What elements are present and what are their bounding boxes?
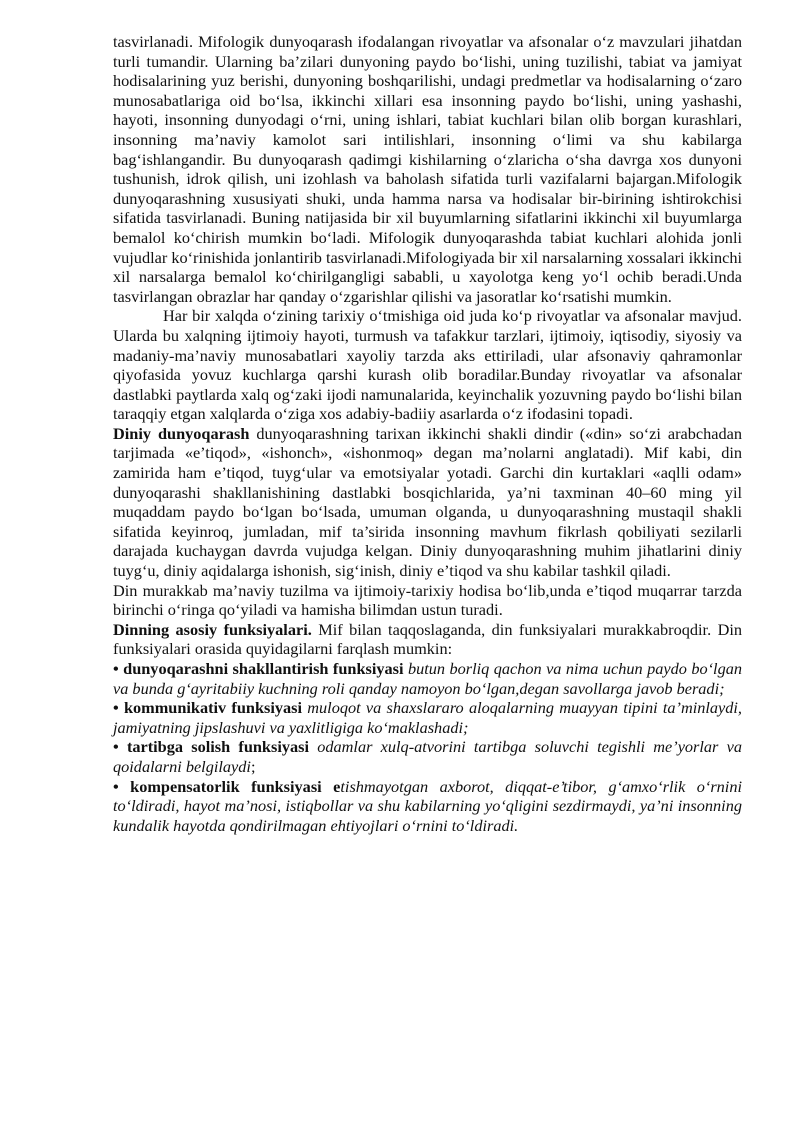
bullet-description: tishmayotgan axborot, diqqat-e’tibor, g‘amxo‘rlik o‘rnini to‘ldiradi, hayot ma’nosi, istiqbollar va shu kabilarning yo‘qligini sezdirmaydi, ya’ni insonning kundalik hayotda qondirilmagan ehtiyojlari o‘rnini to‘ldiradi. [113,776,742,835]
bullet-tail: ; [250,756,256,776]
bullet-term: • kommunikativ funksiyasi [113,698,303,718]
bullet-regulatory-function [113,737,742,776]
bullet-description: muloqot va shaxslararo aloqalarning muayyan tipini ta’minlaydi, jamiyatning jipslashuvi va yaxlitligiga ko‘maklashadi; [113,698,743,737]
bullet-description: odamlar xulq-atvorini tartibga soluvchi tegishli me’yorlar va qoidalarni belgilaydi [113,737,743,776]
bullet-description: butun borliq qachon va nima uchun paydo bo‘lgan va bunda g‘ayritabiiy kuchning roli qanday namoyon bo‘lgan,degan savollarga javob beradi; [113,659,742,698]
bullet-compensatory-function [113,777,742,836]
paragraph-religious-worldview-text: dunyoqarashning tarixan ikkinchi shakli dindir («din» so‘zi arabchadan tarjimada «e’tiqod», «ishonch», «ishonmoq» degan ma’nolarni anglatadi). Mif kabi, din zamirida ham e’tiqod, tuyg‘ular va emotsiyalar yotadi. Garchi din kurtaklari «aqlli odam» dunyoqarashi shakllanishining dastlabki bosqichlarida, ya’ni taxminan 40–60 ming yil muqaddam paydo bo‘lgan bo‘lsada, umuman olganda, u dunyoqarashning mustaqil shakli sifatida keyinroq, jumladan, mif ta’sirida insonning mavhum fikrlash qobiliyati sezilarli darajada kuchaygan davrda vujudga kelgan. Diniy dunyoqarashning muhim jihatlarini diniy tuyg‘u, diniy aqidalarga ishonish, sig‘inish, diniy e’tiqod va shu kabilar tashkil qiladi. [113,423,742,581]
paragraph-religious-worldview [113,424,742,581]
paragraph-mythology-themes: tasvirlanadi. Mifologik dunyoqarash ifodalangan rivoyatlar va afsonalar o‘z mavzulari jihatdan turli tumandir. Ularning ba’zilari dunyoning paydo bo‘lishi, uning tuzilishi, tabiat va jamiyat hodisalarining yuz berishi, dunyoning boshqarilishi, undagi predmetlar va hodisalarning o‘zaro munosabatlariga oid bo‘lsa, ikkinchi xillari esa insonning paydo bo‘lishi, uning yashashi, hayoti, insonning dunyodagi o‘rni, uning ishlari, tabiat kuchlari bilan olib borgan kurashlari, insonning ma’naviy kamolot sari intilishlari, insonning o‘limi va shu kabilarga bag‘ishlangandir. Bu dunyoqarash qadimgi kishilarning o‘zlaricha o‘sha davrga xos dunyoni tushunish, idrok qilish, uni izohlash va baholash sifatida turli vazifalarni bajargan.Mifologik dunyoqarashning xususiyati shuki, unda hamma narsa va hodisalar bir-birining ishtirokchisi sifatida tasvirlanadi. Buning natijasida bir xil buyumlarning sifatlarini ikkinchi xil buyumlarga bemalol ko‘chirish mumkin bo‘ladi. Mifologik dunyoqarashda tabiat kuchlari alohida jonli vujudlar ko‘rinishida jonlantirib tasvirlanadi.Mifologiyada bir xil narsalarning xossalari ikkinchi xil narsalarga bemalol ko‘chirilgangligi sababli, u xayolotga keng yo‘l ochib beradi.Unda tasvirlangan obrazlar har qanday o‘zgarishlar qilishi va jasoratlar ko‘rsatishi mumkin. [113,32,742,306]
bullet-communicative-function [113,698,742,737]
bullet-term: • tartibga solish funksiyasi [113,737,309,757]
bullet-term: • dunyoqarashni shakllantirish funksiyasi [113,659,404,678]
paragraph-religion-functions [113,620,742,659]
bullet-term: • kompensatorlik funksiyasi e [113,776,341,796]
paragraph-religion-structure: Din murakkab ma’naviy tuzilma va ijtimoiy-tarixiy hodisa bo‘lib,unda e’tiqod muqarrar tarzda birinchi o‘ringa qo‘yiladi va hamisha bilimdan ustun turadi. [113,580,742,620]
paragraph-religion-functions-text: Mif bilan taqqoslaganda, din funksiyalari murakkabroqdir. Din funksiyalari orasida quyidagilarni farqlash mumkin: [113,619,742,659]
term-religious-worldview: Diniy dunyoqarash [113,423,250,443]
paragraph-legends: Har bir xalqda o‘zining tarixiy o‘tmishiga oid juda ko‘p rivoyatlar va afsonalar mavjud. Ularda bu xalqning ijtimoiy hayoti, turmush va tafakkur tarzlari, ijtimoiy, iqtisodiy, siyosiy va madaniy-ma’naviy munosabatlari xayoliy tarzda aks ettiriladi, ular afsonaviy qahramonlar qiyofasida yovuz kuchlarga qarshi kurash olib boradilar.Bunday rivoyatlar va afsonalar dastlabki paytlarda xalq og‘zaki ijodi namunalarida, keyinchalik yozuvning paydo bo‘lishi bilan taraqqiy etgan xalqlarda o‘ziga xos adabiy-badiiy asarlarda o‘z ifodasini topadi. [113,306,742,424]
bullet-worldview-function [113,659,742,698]
heading-religion-functions: Dinning asosiy funksiyalari. [113,619,312,639]
